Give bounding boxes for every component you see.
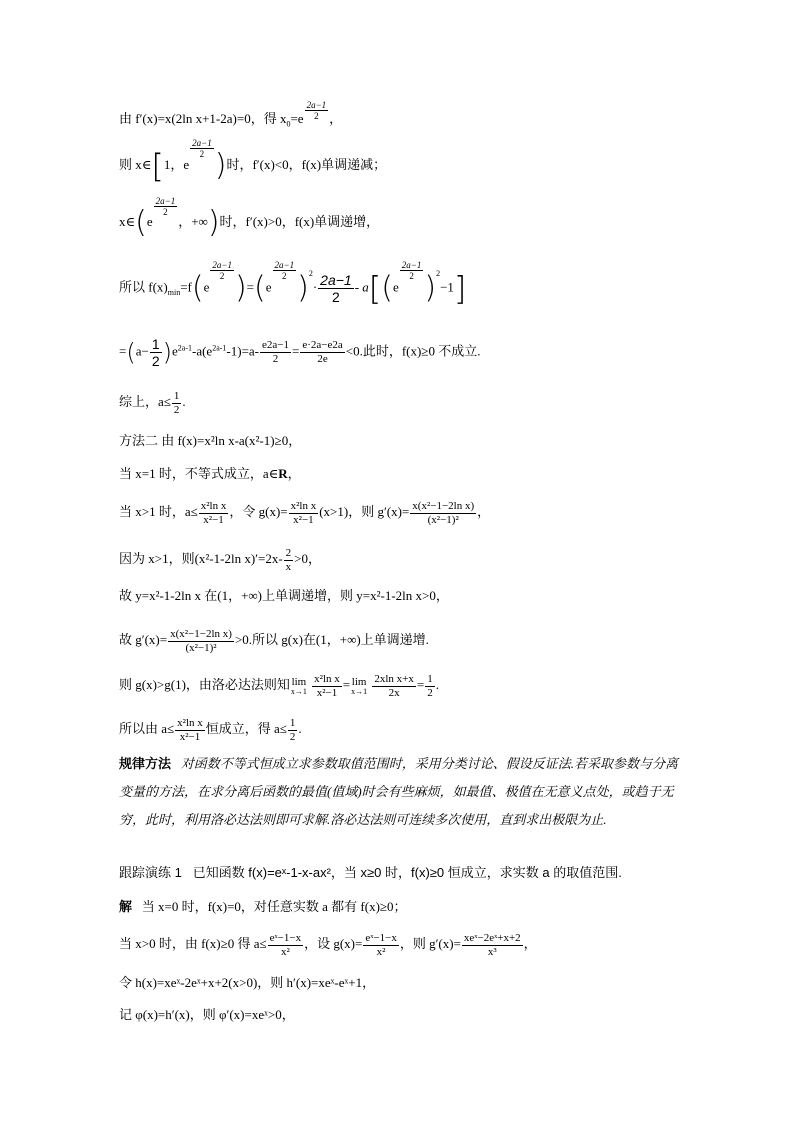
line-decreasing-interval	[119, 138, 387, 185]
denominator: 2	[219, 271, 225, 282]
text: 时，f′(x)<0，f(x)单调递减；	[226, 156, 387, 172]
denominator: x³	[487, 945, 497, 958]
text: 令 h(x)=xeˣ-2eˣ+x+2(x>0)，则 h′(x)=xeˣ-eˣ+1，	[119, 975, 376, 990]
numerator: x(x²−1−2ln x)	[170, 628, 232, 640]
line-y-increasing	[119, 589, 449, 602]
text: 综上，a≤	[119, 394, 171, 410]
limit-subscript: x→1	[290, 687, 307, 697]
numerator: 2a−1	[401, 260, 422, 270]
text: .	[435, 677, 439, 693]
exponent	[272, 260, 298, 282]
text: ，	[287, 466, 301, 481]
text: ，设 g(x)=	[304, 936, 363, 952]
numerator: 2a−1	[274, 260, 295, 270]
fraction	[288, 717, 298, 743]
numerator: 1	[427, 673, 433, 685]
denominator: x²−1	[179, 730, 201, 743]
section-heading: 规律方法	[119, 756, 172, 771]
text: ，+∞	[178, 213, 208, 229]
text: 当 x>1 时，a≤	[119, 504, 198, 520]
solution-line-1	[119, 900, 407, 913]
denominator: (x²−1)²	[427, 513, 459, 526]
text: 已知函数 f(x)=eˣ-1-x-ax²，当 x≥0 时，f(x)≥0 恒成立，求实数 a 的取值范围.	[192, 865, 622, 880]
exercise-label: 跟踪演练 1	[119, 865, 182, 880]
limit	[351, 676, 367, 696]
text: =	[119, 343, 127, 359]
exercise-statement	[119, 866, 622, 879]
numerator: 2a−1	[306, 100, 327, 110]
denominator: x²−1	[293, 513, 314, 526]
limit	[291, 676, 307, 696]
text: ，	[523, 936, 537, 952]
line-derivative-root	[119, 100, 343, 134]
text: ，	[477, 504, 491, 520]
fraction	[300, 339, 344, 365]
line-conclusion-1	[119, 390, 186, 416]
text: 所以 f(x)	[119, 279, 168, 295]
text: (x>1)，则 g′(x)=	[319, 504, 410, 520]
paren-right: )	[162, 338, 172, 367]
line-fmin-simplify: =(a− $\frac{1}{2}$ )$e^{2a-1}-a(e^{2a-1}-1)=a-$ $\frac{e2a-1}{2}$ = $\frac{e\cdot 2a-e2a}{2e}$ <0.此时，f(x)≥0 不成立.	[119, 336, 481, 370]
numerator: eˣ−1−x	[269, 932, 302, 944]
fraction	[268, 932, 303, 958]
text: 当 x=1 时，不等式成立，a∈	[119, 466, 279, 481]
denominator: 2	[199, 149, 205, 160]
text: =	[291, 343, 300, 359]
fraction	[260, 339, 291, 365]
text: =f	[180, 279, 192, 295]
line-conclusion-2	[119, 717, 302, 743]
denominator: 2	[272, 353, 279, 366]
numerator: 2a−1	[320, 272, 352, 288]
real-set: R	[278, 466, 288, 481]
denominator: 2	[289, 730, 296, 743]
paren-left: (	[135, 205, 147, 240]
paren-right: )	[297, 270, 309, 306]
text: 故 g′(x)=	[119, 632, 168, 648]
text: 所以由 a≤	[119, 721, 175, 737]
numerator: 1	[289, 717, 296, 729]
text: 故 y=x²-1-2ln x 在(1，+∞)上单调递增，则 y=x²-1-2ln x>0，	[119, 588, 449, 603]
subscript: 0	[286, 119, 291, 129]
exponent	[209, 260, 235, 282]
numerator: e·2a−e2a	[302, 339, 343, 352]
numerator: 2a−1	[155, 196, 176, 206]
fraction	[168, 628, 234, 654]
fraction	[462, 932, 523, 958]
text: 方法二 由 f(x)=x²ln x-a(x²-1)≥0，	[119, 433, 302, 448]
text: 当 x=0 时，f(x)=0，对任意实数 a 都有 f(x)≥0；	[141, 899, 407, 914]
denominator: x²−1	[203, 513, 224, 526]
numerator: 1	[173, 390, 180, 402]
text: -1)=a-	[226, 343, 260, 359]
denominator: x²	[280, 945, 290, 958]
paren-left: (	[381, 270, 393, 306]
numerator: 2	[285, 547, 292, 559]
text: >0.所以 g(x)在(1，+∞)上单调递增.	[234, 632, 429, 648]
denominator: 2	[163, 207, 168, 218]
line-method-two	[119, 434, 301, 447]
fraction	[154, 196, 178, 218]
numerator: x²ln x	[200, 500, 227, 512]
text: 则 x∈	[119, 156, 152, 172]
solution-line-3	[119, 976, 375, 989]
denominator: 2	[151, 353, 160, 370]
limit-subscript: x→1	[351, 687, 368, 697]
text: 记 φ(x)=h′(x)，则 φ′(x)=xeˣ>0，	[119, 1007, 295, 1022]
text: ，	[329, 111, 343, 126]
numerator: 2xln x+x	[374, 673, 414, 685]
line-increasing-interval: x∈(e $\frac{2a-1}{2}$ ，+∞)时，f′(x)>0，f(x)单调递增，	[119, 196, 380, 240]
numerator: eˣ−1−x	[365, 932, 397, 944]
text: 由 f′(x)=x(2ln x+1-2a)=0，得 x	[119, 111, 287, 126]
fraction	[318, 272, 354, 305]
numerator: 2a−1	[212, 260, 232, 270]
text: x∈	[119, 213, 136, 229]
paren-right: )	[207, 205, 220, 240]
exponent	[399, 260, 425, 282]
denominator: 2	[282, 271, 287, 282]
exponent	[304, 100, 330, 122]
numerator: 2a−1	[192, 138, 212, 148]
fraction	[284, 547, 294, 573]
text: −1	[440, 279, 454, 295]
fraction	[400, 260, 424, 282]
paren-right: )	[424, 270, 437, 306]
numerator: 1	[151, 336, 160, 352]
denominator: 2e	[317, 353, 328, 366]
bracket-right: ]	[453, 269, 467, 308]
denominator: x²	[376, 945, 386, 958]
paren-left: (	[254, 270, 266, 306]
text: 恒成立，得 a≤	[205, 721, 287, 737]
denominator: (x²−1)²	[185, 641, 217, 654]
text: 则 g(x)>g(1)，由洛必达法则知	[119, 677, 290, 693]
text: 当 x>0 时，由 f(x)≥0 得 a≤	[119, 936, 267, 952]
text: =e	[290, 111, 304, 126]
line-fmin: 所以 $f(x)_{min}=f(e$ $\frac{2a-1}{2}$ )=(e $\frac{2a-1}{2}$ )$^2$· $\frac{2a-1}{2}$ - a[(e $\frac{2a-1}{2}$ )$^2$−1]	[119, 260, 467, 308]
line-lhopital: 则 g(x)>g(1)，由洛必达法则知 lim x→1 $\frac{\text{x²ln x}}{\text{x²−1}}$ = lim x→1 $\frac{\text{2xln x+x}}{2x}$ = $\frac{1}{2}$ .	[119, 673, 439, 699]
solution-line-4	[119, 1008, 295, 1021]
line-derivative-positive	[119, 547, 321, 573]
exponent	[189, 138, 215, 160]
denominator: 2	[332, 289, 340, 306]
fraction	[312, 673, 342, 699]
numerator: x²ln x	[290, 500, 317, 512]
text: .	[182, 394, 186, 410]
superscript: 2a-1	[212, 343, 227, 353]
paragraph-text: 对函数不等式恒成立求参数取值范围时，采用分类讨论、假设反证法.若采取参数与分离变量的方法，在求分离后函数的最值(值域)时会有些麻烦，如最值、极值在无意义点处，或趋于无穷，此时，利用洛必达法则即可求解.洛必达法则可连续多次使用，直到求出极限为止.	[119, 756, 679, 827]
fraction	[305, 100, 329, 122]
paren-right: )	[234, 270, 247, 306]
fraction	[273, 260, 297, 282]
denominator: 2	[409, 271, 414, 282]
text: 1，e	[163, 156, 190, 172]
fraction	[363, 932, 398, 958]
bracket-left: [	[151, 147, 164, 185]
text: ，令 g(x)=	[229, 504, 288, 520]
text: - a	[354, 279, 369, 295]
text: e	[172, 343, 178, 359]
fraction	[175, 717, 205, 743]
denominator: 2	[427, 686, 433, 699]
text: =	[416, 677, 425, 693]
denominator: 2x	[388, 686, 400, 699]
solution-line-2	[119, 932, 537, 958]
paren-left: (	[126, 338, 136, 367]
numerator: xeˣ−2eˣ+x+2	[463, 932, 521, 944]
method-summary-paragraph	[119, 750, 679, 834]
paren-right: )	[214, 148, 227, 183]
bracket-left: [	[368, 269, 382, 308]
numerator: x²ln x	[177, 717, 203, 729]
superscript: 2a-1	[177, 343, 192, 353]
numerator: e2a−1	[262, 339, 289, 352]
denominator: 2	[173, 403, 180, 416]
solution-label: 解	[119, 899, 133, 914]
text: .	[298, 721, 302, 737]
line-x-equals-1	[119, 467, 301, 480]
fraction	[372, 673, 416, 699]
denominator: 2	[314, 111, 319, 122]
text: <0.此时，f(x)≥0 不成立.	[345, 343, 481, 359]
exponent	[153, 196, 179, 218]
text: 因为 x>1，则(x²-1-2ln x)′=2x-	[119, 551, 283, 567]
fraction	[410, 500, 476, 526]
denominator: x	[285, 560, 292, 573]
text: 时，f′(x)>0，f(x)单调递增，	[219, 213, 380, 229]
denominator: x²−1	[316, 686, 338, 699]
subscript: min	[167, 288, 181, 298]
limit-label: lim	[291, 676, 307, 689]
fraction	[190, 138, 214, 160]
line-g-increasing	[119, 628, 429, 654]
text: -a(e	[192, 343, 213, 359]
fraction	[172, 390, 182, 416]
fraction	[199, 500, 229, 526]
paren-left: (	[191, 270, 204, 306]
fraction	[289, 500, 319, 526]
numerator: x²ln x	[314, 673, 340, 685]
text: >0，	[294, 551, 322, 567]
numerator: x(x²−1−2ln x)	[412, 500, 475, 512]
fraction	[150, 336, 162, 369]
line-x-greater-1	[119, 500, 490, 526]
fraction	[425, 673, 435, 699]
limit-label: lim	[351, 676, 367, 689]
fraction	[210, 260, 234, 282]
text: ，则 g′(x)=	[399, 936, 461, 952]
